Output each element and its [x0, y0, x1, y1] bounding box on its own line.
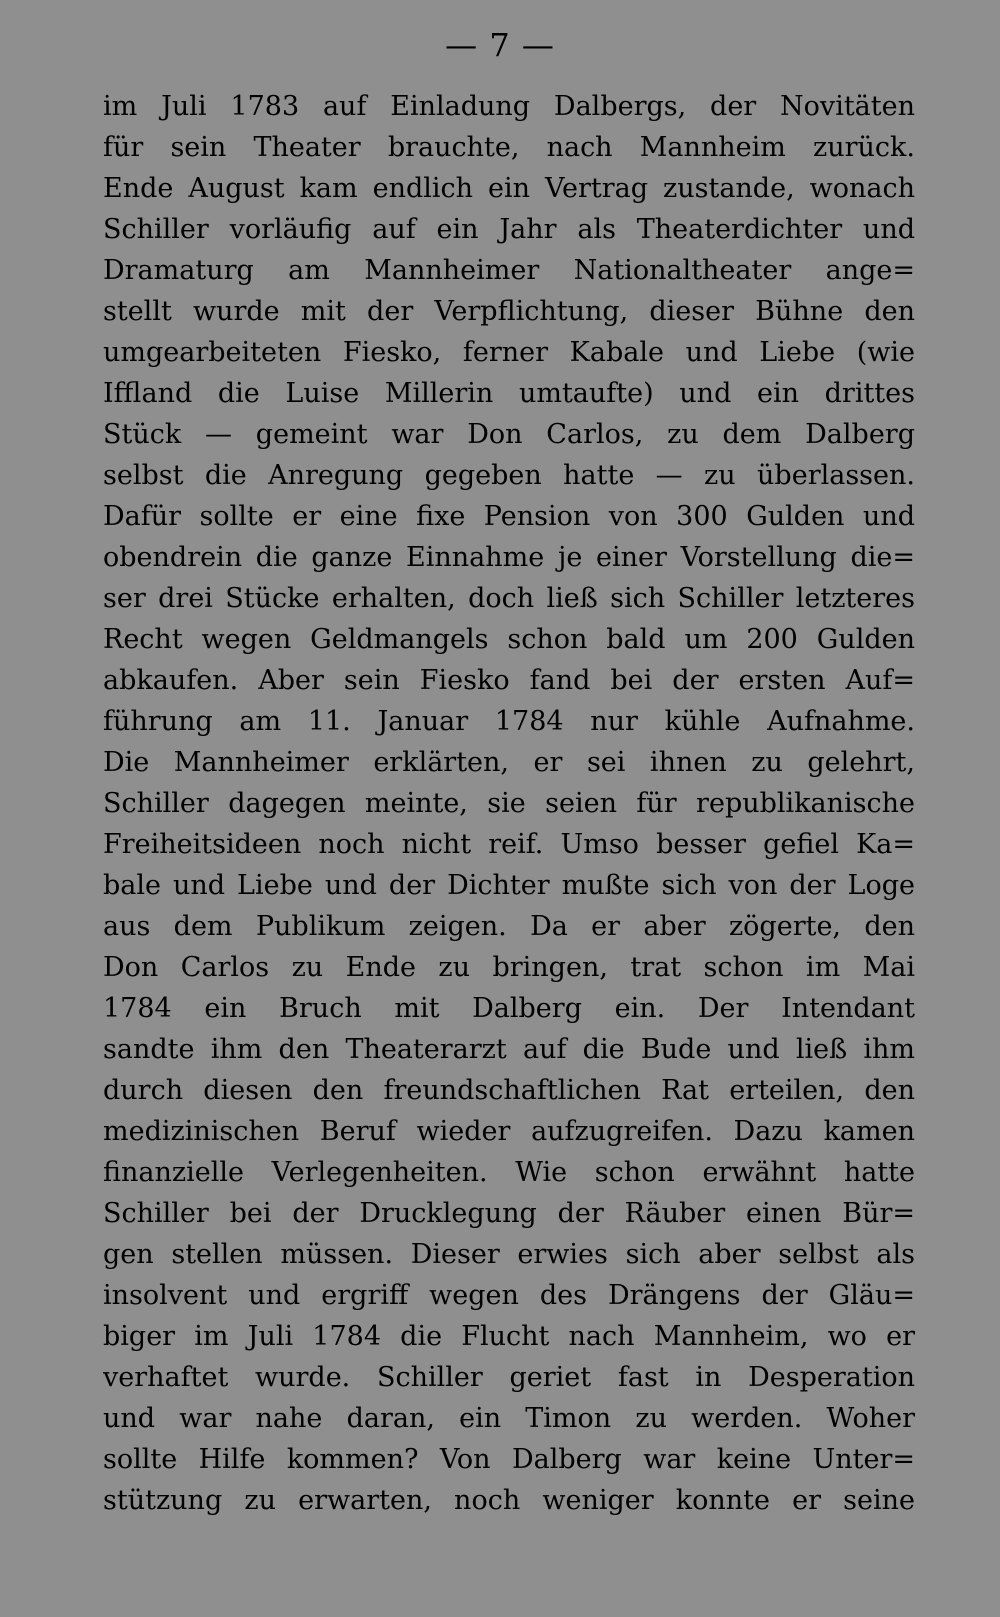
text-line: verhaftet wurde. Schiller geriet fast in Desperation: [103, 1362, 915, 1393]
text-line: Stück — gemeint war Don Carlos, zu dem Dalberg: [103, 419, 915, 450]
text-line: stellt wurde mit der Verpflichtung, dieser Bühne den: [103, 296, 915, 327]
text-line: Schiller vorläufig auf ein Jahr als Theaterdichter und: [103, 214, 915, 245]
text-line: führung am 11. Januar 1784 nur kühle Aufnahme.: [103, 706, 915, 737]
text-line: Recht wegen Geldmangels schon bald um 200 Gulden: [103, 624, 915, 655]
text-line: Freiheitsideen noch nicht reif. Umso besser gefiel Ka=: [103, 829, 915, 860]
text-line: selbst die Anregung gegeben hatte — zu überlassen.: [103, 460, 915, 491]
text-line: Schiller bei der Drucklegung der Räuber einen Bür=: [103, 1198, 915, 1229]
page-number: — 7 —: [445, 26, 555, 64]
text-line: gen stellen müssen. Dieser erwies sich aber selbst als: [103, 1239, 915, 1270]
text-line: 1784 ein Bruch mit Dalberg ein. Der Intendant: [103, 993, 915, 1024]
text-line: durch diesen den freundschaftlichen Rat erteilen, den: [103, 1075, 915, 1106]
text-line: im Juli 1783 auf Einladung Dalbergs, der Novitäten: [103, 91, 915, 122]
text-line: ser drei Stücke erhalten, doch ließ sich Schiller letzteres: [103, 583, 915, 614]
text-line: finanzielle Verlegenheiten. Wie schon erwähnt hatte: [103, 1157, 915, 1188]
text-line: Dramaturg am Mannheimer Nationaltheater ange=: [103, 255, 915, 286]
text-line: umgearbeiteten Fiesko, ferner Kabale und Liebe (wie: [103, 337, 915, 368]
text-line: abkaufen. Aber sein Fiesko fand bei der ersten Auf=: [103, 665, 915, 696]
text-line: medizinischen Beruf wieder aufzugreifen. Dazu kamen: [103, 1116, 915, 1147]
text-line: insolvent und ergriff wegen des Drängens der Gläu=: [103, 1280, 915, 1311]
text-line: Schiller dagegen meinte, sie seien für republikanische: [103, 788, 915, 819]
text-line: sollte Hilfe kommen? Von Dalberg war keine Unter=: [103, 1444, 915, 1475]
text-line: bale und Liebe und der Dichter mußte sich von der Loge: [103, 870, 915, 901]
text-line: aus dem Publikum zeigen. Da er aber zögerte, den: [103, 911, 915, 942]
text-line: obendrein die ganze Einnahme je einer Vorstellung die=: [103, 542, 915, 573]
text-line: Ende August kam endlich ein Vertrag zustande, wonach: [103, 173, 915, 204]
text-line: Dafür sollte er eine fixe Pension von 300 Gulden und: [103, 501, 915, 532]
text-line: Iffland die Luise Millerin umtaufte) und ein drittes: [103, 378, 915, 409]
text-line: biger im Juli 1784 die Flucht nach Mannheim, wo er: [103, 1321, 915, 1352]
text-line: stützung zu erwarten, noch weniger konnte er seine: [103, 1485, 915, 1516]
text-line: Die Mannheimer erklärten, er sei ihnen zu gelehrt,: [103, 747, 915, 778]
text-line: Don Carlos zu Ende zu bringen, trat schon im Mai: [103, 952, 915, 983]
text-line: sandte ihm den Theaterarzt auf die Bude und ließ ihm: [103, 1034, 915, 1065]
body-text: [103, 86, 915, 1521]
text-line: für sein Theater brauchte, nach Mannheim zurück.: [103, 132, 915, 163]
text-line: und war nahe daran, ein Timon zu werden. Woher: [103, 1403, 915, 1434]
